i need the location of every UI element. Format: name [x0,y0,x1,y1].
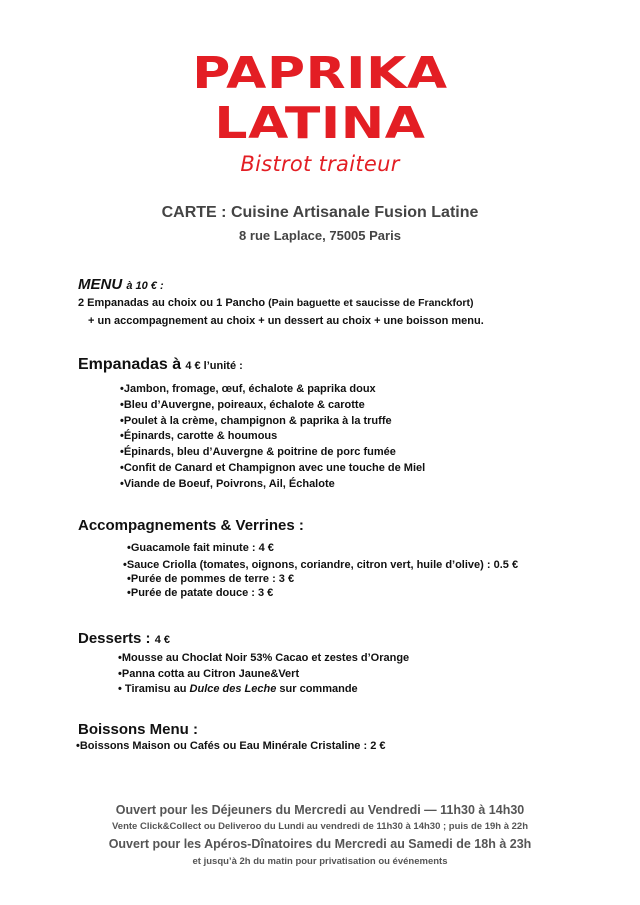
footer-hours-lunch: Ouvert pour les Déjeuners du Mercredi au Vendredi — 11h30 à 14h30 [115,803,525,817]
footer-hours-apero: Ouvert pour les Apéros-Dînatoires du Mercredi au Samedi de 18h à 23h [108,837,532,851]
list-item: • Épinards, bleu d’Auvergne & poitrine de porc fumée [120,445,425,461]
logo-subtitle: Bistrot traiteur [240,152,400,176]
boissons-list [76,740,386,752]
list-item: • Jambon, fromage, œuf, échalote & paprika doux [120,382,425,398]
address: 8 rue Laplace, 75005 Paris [239,228,401,243]
menu-line-1-note: (Pain baguette et saucisse de Franckfort) [268,297,474,309]
menu-section-title [78,276,164,293]
footer-privatisation: et jusqu’à 2h du matin pour privatisation ou événements [192,856,448,867]
empanadas-section-title [78,356,243,374]
brand-logo [0,48,640,176]
logo-line-1: PAPRIKA [192,48,448,99]
desserts-list [118,651,409,698]
boissons-section-title: Boissons Menu : [78,721,199,738]
footer-click-collect: Vente Click&Collect ou Deliveroo du Lundi au vendredi de 11h30 à 14h30 ; puis de 19h à 22h [111,821,528,832]
list-item: • Épinards, carotte & houmous [120,429,425,445]
list-item: • Mousse au Choclat Noir 53% Cacao et zestes d’Orange [118,651,409,667]
tiramisu-em: Dulce des Leche [189,683,277,695]
list-item: • Guacamole fait minute : 4 € [127,542,522,554]
desserts-section-title [78,630,170,647]
list-item: • Poulet à la crème, champignon & paprika à la truffe [120,414,425,430]
menu-title-price: à 10 € : [126,280,164,292]
tiramisu-pre: Tiramisu au [124,683,187,695]
desserts-title-price: 4 € [154,634,171,646]
list-item: • Purée de pommes de terre : 3 € [127,573,522,585]
list-item: • Confit de Canard et Champignon avec une touche de Miel [120,461,425,477]
logo-line-2: LATINA [214,98,426,149]
menu-title-main: MENU [78,276,123,293]
list-item: • Panna cotta au Citron Jaune&Vert [118,667,409,683]
tiramisu-post: sur commande [279,683,358,695]
list-item: • Sauce Criolla (tomates, oignons, coriandre, citron vert, huile d’olive) : 0.5 € [123,559,518,571]
accompagnements-list [127,542,522,599]
list-item [118,682,409,698]
list-item: • Boissons Maison ou Cafés ou Eau Minérale Cristaline : 2 € [76,740,386,752]
list-item: • Bleu d’Auvergne, poireaux, échalote & carotte [120,398,425,414]
empanadas-title-price: 4 € l’unité : [185,360,243,372]
desserts-title-main: Desserts : [78,630,151,647]
menu-line-1 [78,297,474,309]
menu-line-2: + un accompagnement au choix + un dessert au choix + une boisson menu. [88,315,484,327]
empanadas-title-main: Empanadas à [78,356,182,373]
empanadas-list [120,382,425,493]
list-item: • Purée de patate douce : 3 € [127,587,522,599]
accompagnements-section-title: Accompagnements & Verrines : [78,517,304,534]
list-item: • Viande de Boeuf, Poivrons, Ail, Échalote [120,477,425,493]
menu-line-1-main: 2 Empanadas au choix ou 1 Pancho [78,297,266,309]
page-title: CARTE : Cuisine Artisanale Fusion Latine [161,204,479,221]
